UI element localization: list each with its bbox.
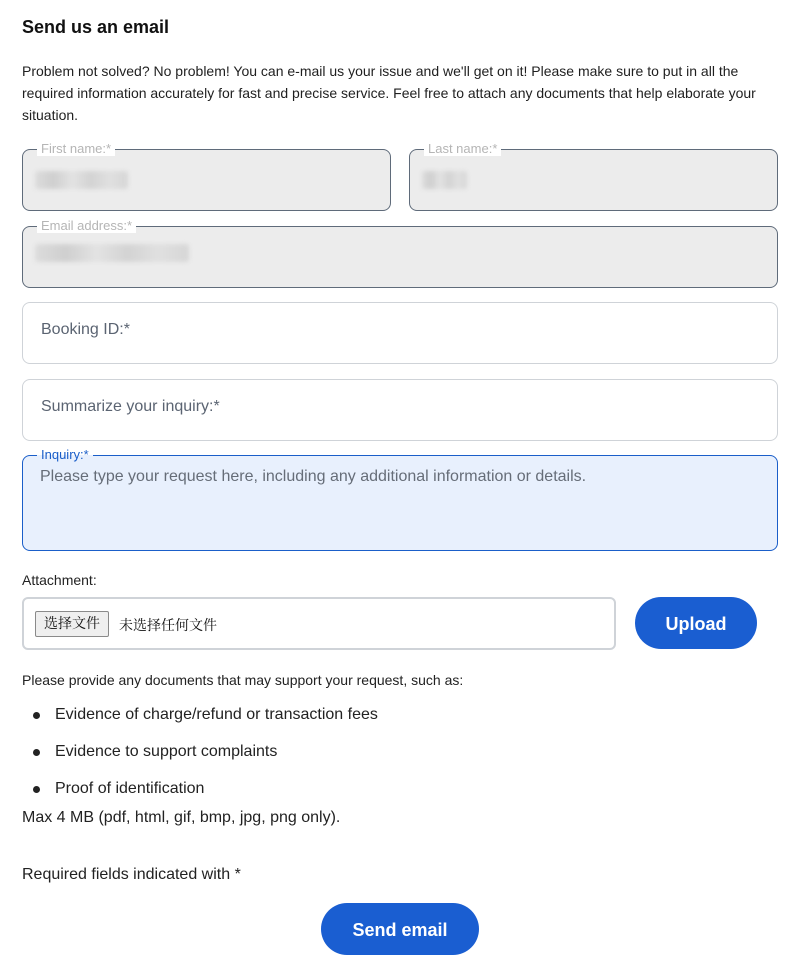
bullet-icon [33, 712, 40, 719]
email-label: Email address:* [37, 219, 136, 233]
inquiry-label: Inquiry:* [37, 448, 93, 462]
email-value-redacted [35, 244, 189, 262]
summary-placeholder: Summarize your inquiry:* [41, 398, 220, 415]
last-name-value-redacted [422, 171, 467, 189]
documents-intro: Please provide any documents that may support your request, such as: [22, 672, 464, 688]
booking-id-field[interactable] [22, 302, 778, 364]
file-status-text: 未选择任何文件 [119, 618, 217, 634]
max-size-note: Max 4 MB (pdf, html, gif, bmp, jpg, png only). [22, 809, 341, 826]
choose-file-button[interactable]: 选择文件 [35, 611, 109, 637]
required-fields-note: Required fields indicated with * [22, 866, 241, 883]
documents-list [22, 700, 378, 811]
inquiry-textarea[interactable] [22, 447, 778, 551]
last-name-label: Last name:* [424, 142, 501, 156]
email-field[interactable] [22, 218, 778, 288]
attachment-label: Attachment: [22, 572, 97, 588]
intro-text: Problem not solved? No problem! You can e-mail us your issue and we'll get on it! Please make sure to put in all the required information accurately for fast and precise service. Feel free to attach any documents that help elaborate your situation. [22, 63, 756, 123]
list-item [22, 774, 378, 811]
summary-field[interactable] [22, 379, 778, 441]
list-item [22, 737, 378, 774]
list-item-text: Evidence to support complaints [55, 743, 278, 760]
bullet-icon [33, 786, 40, 793]
list-item [22, 700, 378, 737]
send-email-button[interactable]: Send email [321, 903, 479, 955]
list-item-text: Evidence of charge/refund or transaction fees [55, 706, 378, 723]
inquiry-placeholder: Please type your request here, including any additional information or details. [40, 468, 587, 485]
first-name-label: First name:* [37, 142, 115, 156]
booking-id-placeholder: Booking ID:* [41, 321, 130, 338]
first-name-field[interactable] [22, 141, 391, 211]
first-name-value-redacted [35, 171, 128, 189]
list-item-text: Proof of identification [55, 780, 205, 797]
bullet-icon [33, 749, 40, 756]
last-name-field[interactable] [409, 141, 778, 211]
upload-button[interactable]: Upload [635, 597, 757, 649]
file-input[interactable] [22, 597, 616, 650]
page-title: Send us an email [22, 17, 170, 37]
